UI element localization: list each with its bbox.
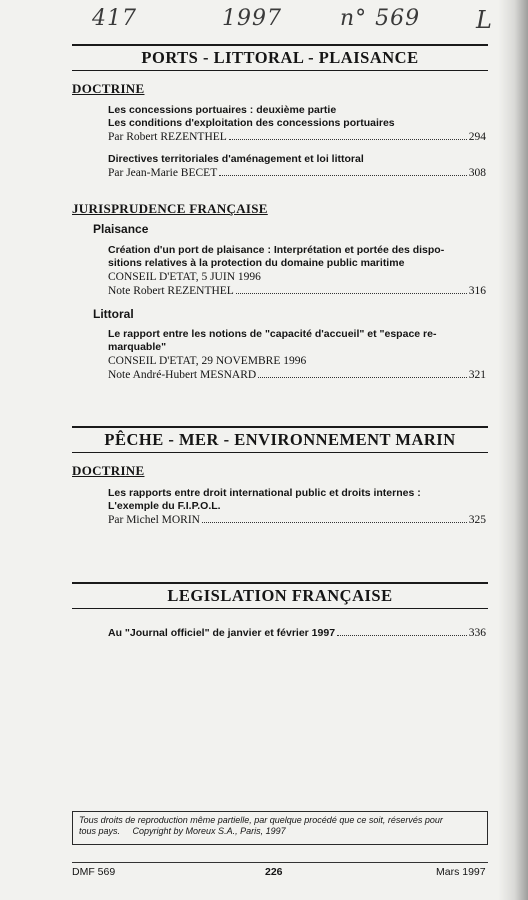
entry-author-line xyxy=(108,130,486,144)
entry-note-line xyxy=(108,284,486,298)
heading-doctrine-ports: DOCTRINE xyxy=(72,81,145,96)
entry-title: L'exemple du F.I.P.O.L. xyxy=(108,500,221,512)
entry-title: Les concessions portuaires : deuxième partie xyxy=(108,104,337,116)
entry-title: Les conditions d'exploitation des concessions portuaires xyxy=(108,117,395,129)
entry-title: Directives territoriales d'aménagement et loi littoral xyxy=(108,153,364,165)
entry-page: 336 xyxy=(468,627,486,639)
entry-title: marquable" xyxy=(108,341,167,353)
entry-author-line xyxy=(108,166,486,180)
toc-entry-journal-officiel xyxy=(108,626,486,640)
dot-leader xyxy=(219,175,467,176)
entry-title-line xyxy=(108,626,486,640)
entry-author-line xyxy=(108,513,486,527)
subheading-littoral: Littoral xyxy=(93,307,134,321)
entry-note-line xyxy=(108,368,486,382)
toc-entry-concessions xyxy=(108,104,486,144)
page-edge-shadow xyxy=(498,0,528,900)
entry-author: Par Robert REZENTHEL xyxy=(108,131,227,143)
copyright-line-2: tous pays. Copyright by Moreux S.A., Paris, 1997 xyxy=(79,826,286,836)
handwritten-note-1: 417 xyxy=(92,6,137,31)
dot-leader xyxy=(229,139,467,140)
entry-court: CONSEIL D'ETAT, 5 JUIN 1996 xyxy=(108,271,261,283)
dot-leader xyxy=(258,377,467,378)
toc-entry-port-plaisance xyxy=(108,244,486,298)
toc-entry-fipol xyxy=(108,487,486,527)
entry-page: 325 xyxy=(468,514,486,526)
entry-court: CONSEIL D'ETAT, 29 NOVEMBRE 1996 xyxy=(108,355,307,367)
handwritten-note-4: L xyxy=(476,6,493,34)
entry-title: Les rapports entre droit international public et droits internes : xyxy=(108,487,421,499)
toc-entry-directives xyxy=(108,153,486,180)
copyright-line-1: Tous droits de reproduction même partielle, par quelque procédé que ce soit, réservés pour xyxy=(79,815,443,825)
section-title-legislation: LEGISLATION FRANÇAISE xyxy=(72,582,488,609)
entry-page: 316 xyxy=(468,285,486,297)
entry-note: Note André-Hubert MESNARD xyxy=(108,369,257,381)
subheading-plaisance: Plaisance xyxy=(93,222,149,236)
entry-note: Note Robert REZENTHEL xyxy=(108,285,234,297)
handwritten-note-2: 1997 xyxy=(222,6,282,31)
dot-leader xyxy=(236,293,467,294)
copyright-notice xyxy=(72,811,488,845)
entry-page: 308 xyxy=(468,167,486,179)
entry-title: Le rapport entre les notions de "capacité d'accueil" et "espace re- xyxy=(108,328,437,340)
footer-issue: DMF 569 xyxy=(72,866,116,878)
entry-page: 294 xyxy=(468,131,486,143)
entry-author: Par Jean-Marie BECET xyxy=(108,167,218,179)
entry-author: Par Michel MORIN xyxy=(108,514,200,526)
section-title-peche: PÊCHE - MER - ENVIRONNEMENT MARIN xyxy=(72,426,488,453)
entry-page: 321 xyxy=(468,369,486,381)
footer-page-number: 226 xyxy=(265,866,283,878)
toc-entry-capacite-accueil xyxy=(108,328,486,382)
entry-title: sitions relatives à la protection du domaine public maritime xyxy=(108,257,405,269)
dot-leader xyxy=(202,522,467,523)
heading-doctrine-peche: DOCTRINE xyxy=(72,463,145,478)
section-title-ports: PORTS - LITTORAL - PLAISANCE xyxy=(72,44,488,71)
handwritten-note-3: n° 569 xyxy=(340,6,421,31)
entry-title: Au "Journal officiel" de janvier et février 1997 xyxy=(108,627,336,639)
footer-date: Mars 1997 xyxy=(436,866,486,878)
entry-title: Création d'un port de plaisance : Interprétation et portée des dispo- xyxy=(108,244,445,256)
dot-leader xyxy=(337,635,467,636)
heading-jurisprudence: JURISPRUDENCE FRANÇAISE xyxy=(72,201,268,216)
footer-divider xyxy=(72,862,488,863)
